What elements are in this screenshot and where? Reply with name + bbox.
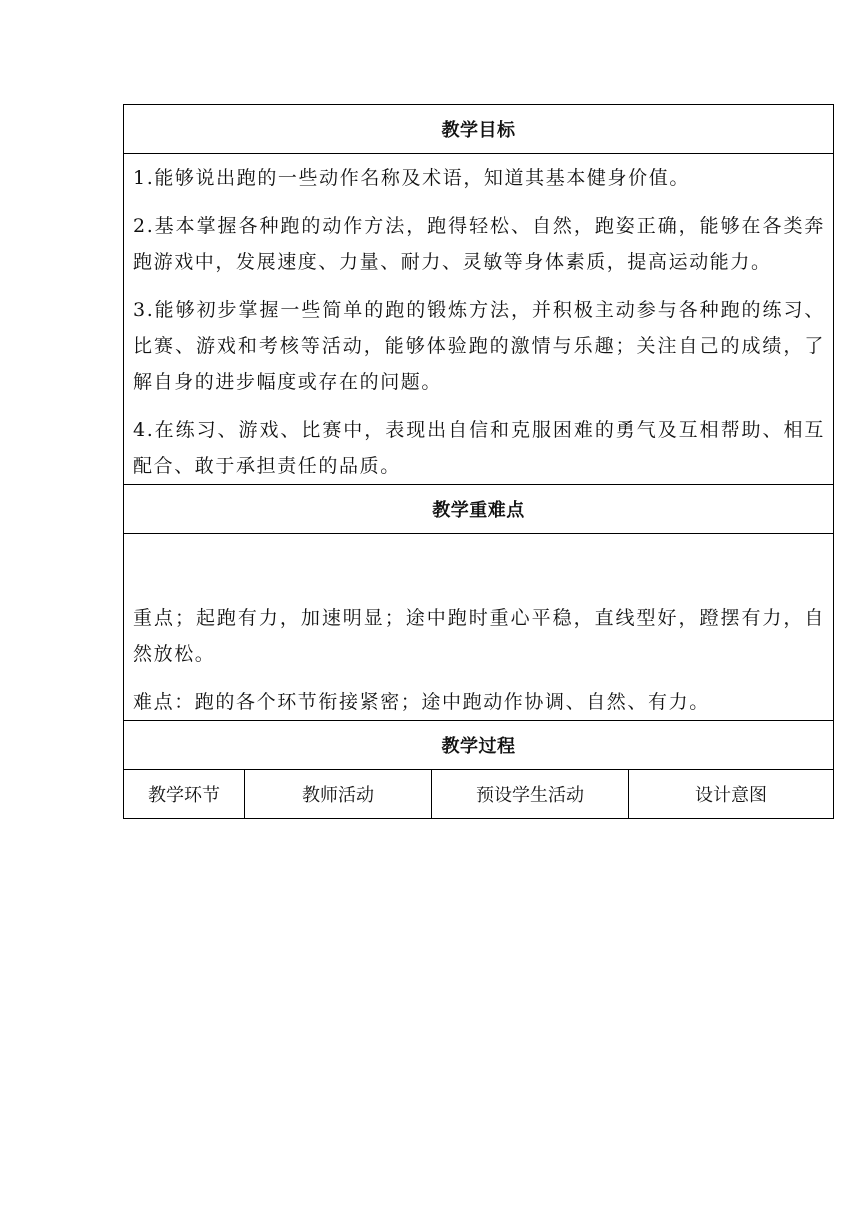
key-points-heading: 教学重难点 xyxy=(124,485,834,534)
objectives-body xyxy=(124,154,834,485)
spacer xyxy=(133,540,825,600)
difficulty-text: 难点：跑的各个环节衔接紧密；途中跑动作协调、自然、有力。 xyxy=(133,691,710,713)
objective-item-2: 2.基本掌握各种跑的动作方法，跑得轻松、自然，跑姿正确，能够在各类奔跑游戏中，发展速度、力量、耐力、灵敏等身体素质，提高运动能力。 xyxy=(133,215,825,273)
key-points-body xyxy=(124,534,834,721)
column-header-stage: 教学环节 xyxy=(124,770,245,819)
objective-item-1: 1.能够说出跑的一些动作名称及术语，知道其基本健身价值。 xyxy=(133,167,690,189)
objective-item-4: 4.在练习、游戏、比赛中，表现出自信和克服困难的勇气及互相帮助、相互配合、敢于承担责任的品质。 xyxy=(133,419,825,477)
column-header-design-intent: 设计意图 xyxy=(629,770,834,819)
column-header-teacher-activity: 教师活动 xyxy=(245,770,432,819)
process-heading: 教学过程 xyxy=(124,721,834,770)
objectives-heading: 教学目标 xyxy=(124,105,834,154)
key-point-text: 重点；起跑有力，加速明显；途中跑时重心平稳，直线型好，蹬摆有力，自然放松。 xyxy=(133,607,825,665)
column-header-student-activity: 预设学生活动 xyxy=(432,770,629,819)
objective-item-3: 3.能够初步掌握一些简单的跑的锻炼方法，并积极主动参与各种跑的练习、比赛、游戏和考核等活动，能够体验跑的激情与乐趣；关注自己的成绩，了解自身的进步幅度或存在的问题。 xyxy=(133,299,825,393)
lesson-plan-table xyxy=(123,104,834,819)
lesson-plan-page xyxy=(123,104,833,819)
